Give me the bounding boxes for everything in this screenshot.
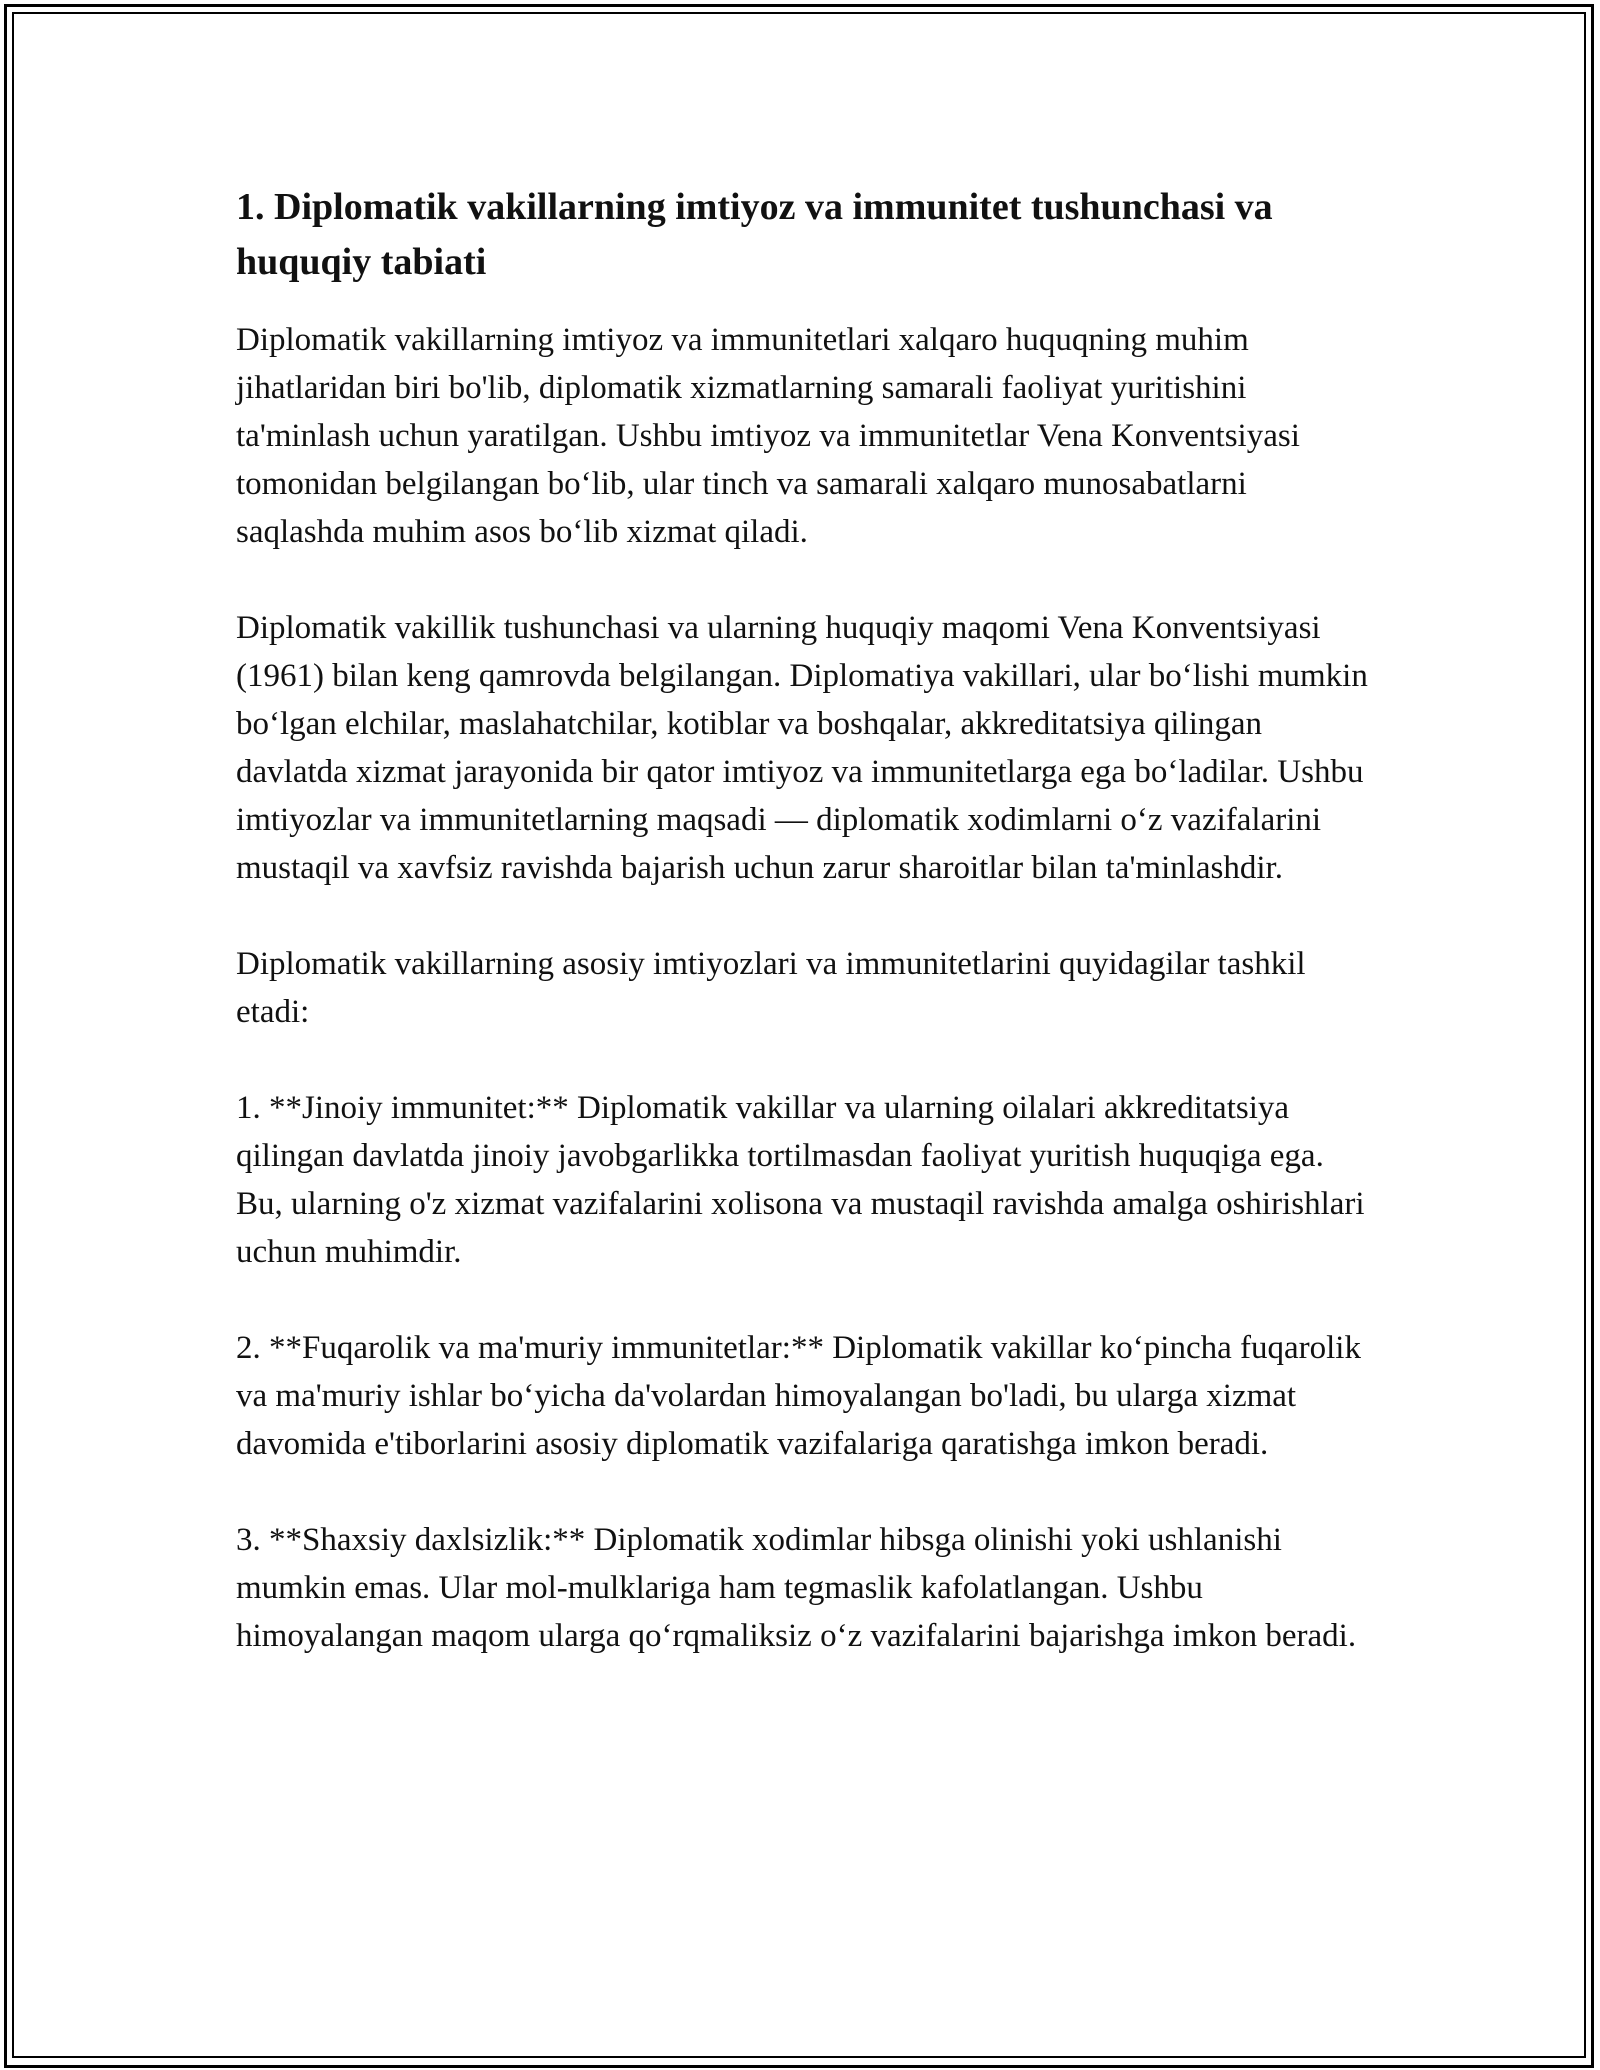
paragraph-legal-status: Diplomatik vakillik tushunchasi va ularning huquqiy maqomi Vena Konventsiyasi (1961) bilan keng qamrovda belgilangan. Diplomatiya vakillari, ular bo‘lishi mumkin bo‘lgan elchilar, maslahatchilar, kotiblar va boshqalar, akkreditatsiya qilingan davlatda xizmat jarayonida bir qator imtiyoz va immunitetlarga ega bo‘ladilar. Ushbu imtiyozlar va immunitetlarning maqsadi — diplomatik xodimlarni o‘z vazifalarini mustaqil va xavfsiz ravishda bajarish uchun zarur sharoitlar bilan ta'minlashdir. [236, 610, 1368, 886]
paragraph-intro: Diplomatik vakillarning imtiyoz va immunitetlari xalqaro huquqning muhim jihatlaridan biri bo'lib, diplomatik xizmatlarning samarali faoliyat yuritishini ta'minlash uchun yaratilgan. Ushbu imtiyoz va immunitetlar Vena Konventsiyasi tomonidan belgilangan bo‘lib, ular tinch va samarali xalqaro munosabatlarni saqlashda muhim asos bo‘lib xizmat qiladi. [236, 322, 1300, 550]
list-item-civil-immunity: 2. **Fuqarolik va ma'muriy immunitetlar:** Diplomatik vakillar ko‘pincha fuqarolik va ma'muriy ishlar bo‘yicha da'volardan himoyalangan bo'ladi, bu ularga xizmat davomida e'tiborlarini asosiy diplomatik vazifalariga qaratishga imkon beradi. [236, 1330, 1361, 1462]
document-body [236, 180, 1376, 1708]
list-item-criminal-immunity: 1. **Jinoiy immunitet:** Diplomatik vakillar va ularning oilalari akkreditatsiya qilingan davlatda jinoiy javobgarlikka tortilmasdan faoliyat yuritish huquqiga ega. Bu, ularning o'z xizmat vazifalarini xolisona va mustaqil ravishda amalga oshirishlari uchun muhimdir. [236, 1090, 1365, 1270]
list-item-personal-inviolability: 3. **Shaxsiy daxlsizlik:** Diplomatik xodimlar hibsga olinishi yoki ushlanishi mumkin emas. Ular mol-mulklariga ham tegmaslik kafolatlangan. Ushbu himoyalangan maqom ularga qo‘rqmaliksiz o‘z vazifalarini bajarishga imkon beradi. [236, 1522, 1357, 1654]
paragraph-list-intro: Diplomatik vakillarning asosiy imtiyozlari va immunitetlarini quyidagilar tashkil etadi: [236, 946, 1306, 1030]
section-heading: 1. Diplomatik vakillarning imtiyoz va immunitet tushunchasi va huquqiy tabiati [236, 186, 1273, 283]
